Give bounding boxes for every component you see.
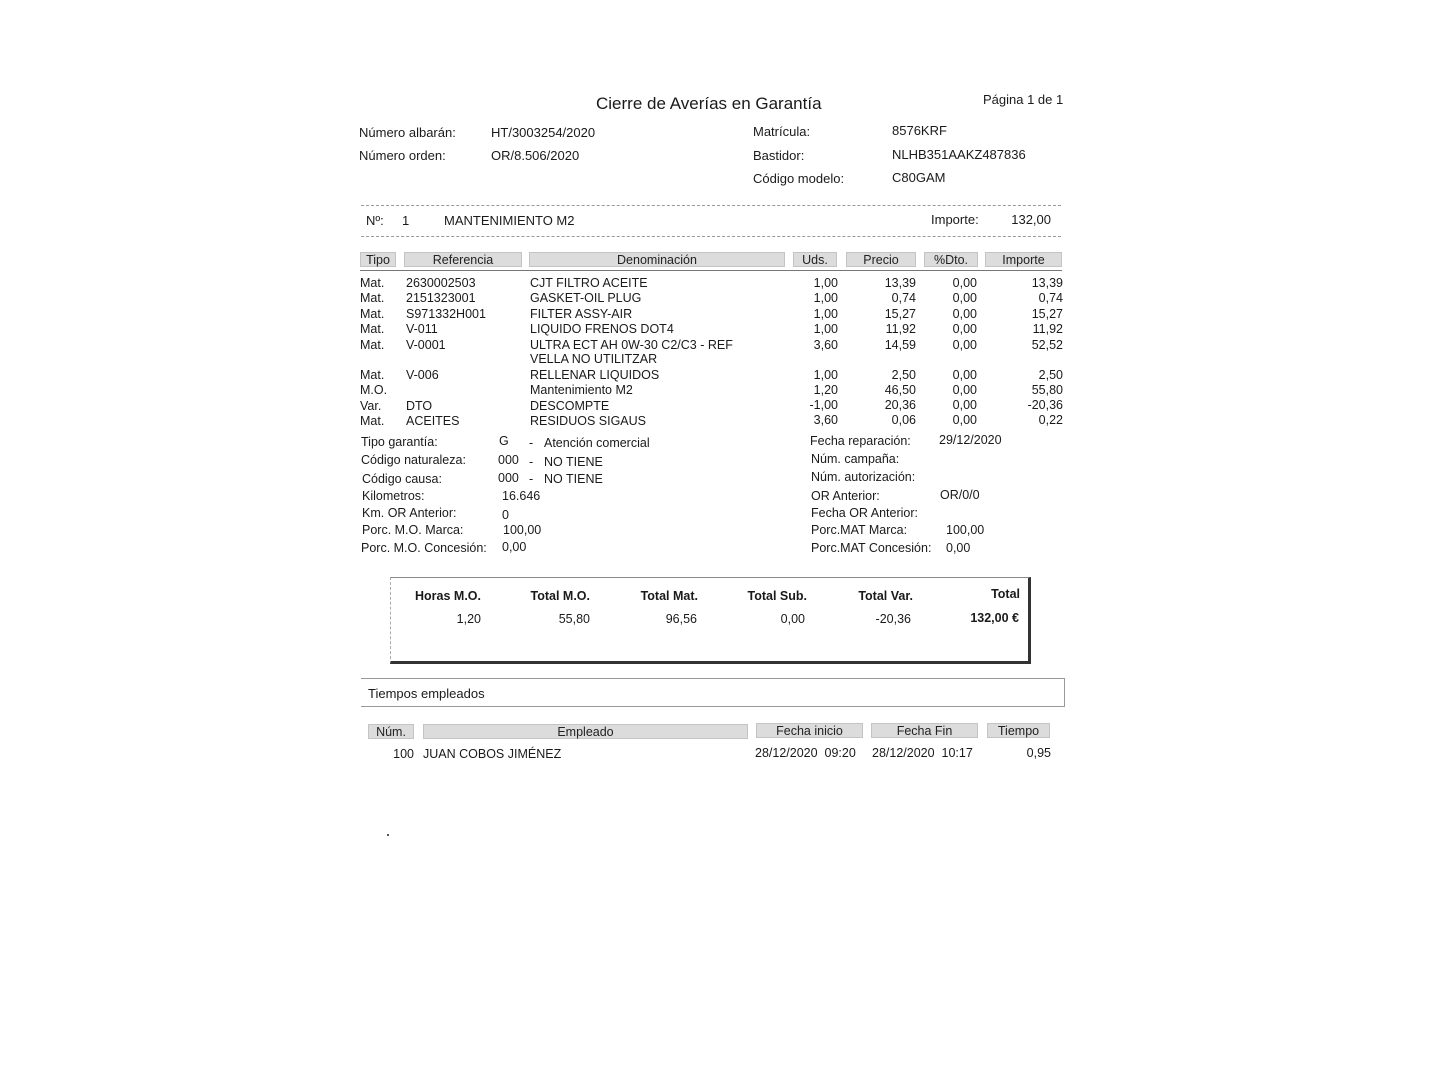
totals-header-var: Total Var. <box>858 589 913 603</box>
table-cell-tipo: Mat. <box>360 338 385 352</box>
page-info: Página 1 de 1 <box>983 92 1064 107</box>
totals-header-mat: Total Mat. <box>640 589 698 603</box>
table-cell-uds: 1,00 <box>813 322 838 336</box>
tiempo-cell-empleado: JUAN COBOS JIMÉNEZ <box>423 747 562 761</box>
divider-operation <box>361 236 1061 237</box>
table-cell-precio: 0,06 <box>891 413 916 427</box>
tipo-garantia-code: G <box>499 434 509 448</box>
table-cell-tipo: Mat. <box>360 414 385 428</box>
table-cell-den: CJT FILTRO ACEITE <box>530 276 648 290</box>
fecha-reparacion-value: 29/12/2020 <box>939 433 1002 447</box>
table-cell-ref: DTO <box>406 399 433 413</box>
table-cell-ref: 2630002503 <box>406 276 476 290</box>
table-cell-importe: 0,22 <box>1038 413 1063 427</box>
table-cell-precio: 0,74 <box>891 291 916 305</box>
table-cell-precio: 14,59 <box>884 338 916 352</box>
table-cell-den: LIQUIDO FRENOS DOT4 <box>530 322 674 336</box>
modelo-label: Código modelo: <box>753 171 845 186</box>
matricula-value: 8576KRF <box>892 123 947 138</box>
km-or-value: 0 <box>502 508 509 522</box>
porc-mo-marca-value: 100,00 <box>503 523 542 537</box>
col-header-denominacion: Denominación <box>529 252 785 267</box>
or-anterior-label: OR Anterior: <box>811 489 880 503</box>
table-cell-uds: 1,00 <box>813 276 838 290</box>
totals-value-var: -20,36 <box>875 612 911 626</box>
table-cell-uds: 1,20 <box>813 383 838 397</box>
table-cell-importe: 13,39 <box>1031 276 1063 290</box>
table-cell-ref: V-006 <box>406 368 439 382</box>
table-cell-ref: ACEITES <box>406 414 460 428</box>
table-cell-dto: 0,00 <box>952 322 977 336</box>
table-cell-uds: -1,00 <box>809 398 838 412</box>
table-cell-tipo: Mat. <box>360 291 385 305</box>
operation-name: MANTENIMIENTO M2 <box>444 213 575 228</box>
operation-num-value: 1 <box>402 213 410 228</box>
table-cell-importe: 0,74 <box>1038 291 1063 305</box>
col-header-fecha-fin: Fecha Fin <box>871 723 978 738</box>
table-cell-den: GASKET-OIL PLUG <box>530 291 642 305</box>
table-cell-dto: 0,00 <box>952 398 977 412</box>
table-cell-precio: 46,50 <box>884 383 916 397</box>
table-cell-tipo: Var. <box>360 399 382 413</box>
porc-mat-conc-label: Porc.MAT Concesión: <box>811 541 932 555</box>
table-cell-den-cont: VELLA NO UTILITZAR <box>530 352 658 366</box>
col-header-empleado: Empleado <box>423 724 748 739</box>
table-cell-den: RELLENAR LIQUIDOS <box>530 368 660 382</box>
naturaleza-sep: - <box>529 455 534 469</box>
table-cell-ref: V-0001 <box>406 338 446 352</box>
col-header-tiempo: Tiempo <box>987 723 1050 738</box>
table-cell-importe: 55,80 <box>1031 383 1063 397</box>
table-cell-uds: 1,00 <box>813 307 838 321</box>
table-cell-dto: 0,00 <box>952 307 977 321</box>
fecha-reparacion-label: Fecha reparación: <box>810 434 911 448</box>
table-cell-precio: 15,27 <box>884 307 916 321</box>
km-label: Kilometros: <box>362 489 425 503</box>
albaran-value: HT/3003254/2020 <box>491 125 596 140</box>
orden-value: OR/8.506/2020 <box>491 148 580 163</box>
totals-header-horas: Horas M.O. <box>415 589 481 603</box>
or-anterior-value: OR/0/0 <box>940 488 980 502</box>
bastidor-label: Bastidor: <box>753 148 805 163</box>
table-cell-den: DESCOMPTE <box>530 399 610 413</box>
table-cell-uds: 1,00 <box>813 291 838 305</box>
totals-value-mat: 96,56 <box>665 612 697 626</box>
totals-header-total: Total <box>991 587 1020 601</box>
col-header-referencia: Referencia <box>404 252 522 267</box>
tiempo-cell-fecha-fin: 28/12/2020 10:17 <box>872 746 973 760</box>
col-header-num: Núm. <box>368 724 414 739</box>
tiempo-cell-tiempo: 0,95 <box>1026 746 1051 760</box>
table-cell-den: Mantenimiento M2 <box>530 383 633 397</box>
porc-mat-conc-value: 0,00 <box>946 541 971 555</box>
table-cell-importe: 52,52 <box>1031 338 1063 352</box>
totals-value-horas: 1,20 <box>456 612 481 626</box>
porc-mat-marca-value: 100,00 <box>946 523 985 537</box>
causa-sep: - <box>529 472 534 486</box>
col-header-fecha-inicio: Fecha inicio <box>756 723 863 738</box>
totals-value-total: 132,00 € <box>970 611 1019 625</box>
col-header-tipo: Tipo <box>360 252 396 267</box>
table-cell-precio: 2,50 <box>891 368 916 382</box>
tiempo-cell-num: 100 <box>393 747 414 761</box>
table-cell-uds: 3,60 <box>813 338 838 352</box>
operation-num-label: Nº: <box>366 213 384 228</box>
table-cell-tipo: Mat. <box>360 307 385 321</box>
table-cell-precio: 20,36 <box>884 398 916 412</box>
porc-mo-conc-label: Porc. M.O. Concesión: <box>361 541 487 555</box>
table-cell-dto: 0,00 <box>952 383 977 397</box>
modelo-value: C80GAM <box>892 170 946 185</box>
naturaleza-code: 000 <box>498 453 519 467</box>
totals-header-mo: Total M.O. <box>530 589 590 603</box>
table-cell-importe: -20,36 <box>1027 398 1063 412</box>
table-cell-precio: 13,39 <box>884 276 916 290</box>
table-cell-dto: 0,00 <box>952 338 977 352</box>
naturaleza-label: Código naturaleza: <box>361 453 466 467</box>
table-cell-dto: 0,00 <box>952 276 977 290</box>
scan-speck <box>387 834 389 836</box>
table-cell-den: RESIDUOS SIGAUS <box>530 414 646 428</box>
col-header-precio: Precio <box>846 252 916 267</box>
autorizacion-label: Núm. autorización: <box>811 470 916 484</box>
bastidor-value: NLHB351AAKZ487836 <box>892 147 1026 162</box>
table-cell-uds: 1,00 <box>813 368 838 382</box>
campana-label: Núm. campaña: <box>811 452 900 466</box>
document-title: Cierre de Averías en Garantía <box>596 94 822 113</box>
tiempos-section-title: Tiempos empleados <box>368 686 485 701</box>
table-cell-ref: S971332H001 <box>406 307 486 321</box>
naturaleza-desc: NO TIENE <box>544 455 603 469</box>
totals-header-sub: Total Sub. <box>747 589 807 603</box>
fecha-or-anterior-label: Fecha OR Anterior: <box>811 506 918 520</box>
porc-mo-conc-value: 0,00 <box>502 540 527 554</box>
table-cell-ref: V-011 <box>406 322 438 336</box>
table-cell-den: FILTER ASSY-AIR <box>530 307 633 321</box>
col-header-importe: Importe <box>985 252 1062 267</box>
causa-code: 000 <box>498 471 519 485</box>
tiempo-cell-fecha-inicio: 28/12/2020 09:20 <box>755 746 856 760</box>
table-cell-dto: 0,00 <box>952 368 977 382</box>
table-cell-precio: 11,92 <box>885 322 916 336</box>
km-value: 16.646 <box>502 489 541 503</box>
totals-value-sub: 0,00 <box>780 612 805 626</box>
causa-label: Código causa: <box>362 472 442 486</box>
tipo-garantia-desc: Atención comercial <box>544 436 650 450</box>
col-header-dto: %Dto. <box>924 252 978 267</box>
table-cell-dto: 0,00 <box>952 291 977 305</box>
totals-value-mo: 55,80 <box>558 612 590 626</box>
table-cell-importe: 2,50 <box>1038 368 1063 382</box>
table-cell-den: ULTRA ECT AH 0W-30 C2/C3 - REF <box>530 338 733 352</box>
divider-top <box>361 205 1061 206</box>
causa-desc: NO TIENE <box>544 472 603 486</box>
porc-mat-marca-label: Porc.MAT Marca: <box>811 523 908 537</box>
porc-mo-marca-label: Porc. M.O. Marca: <box>362 523 464 537</box>
table-header-rule <box>360 270 1062 271</box>
table-cell-uds: 3,60 <box>813 413 838 427</box>
matricula-label: Matrícula: <box>753 124 811 139</box>
table-cell-tipo: M.O. <box>360 383 388 397</box>
col-header-uds: Uds. <box>793 252 837 267</box>
table-cell-ref: 2151323001 <box>406 291 476 305</box>
table-cell-tipo: Mat. <box>360 322 385 336</box>
km-or-label: Km. OR Anterior: <box>362 506 457 520</box>
tipo-garantia-sep: - <box>529 436 534 450</box>
table-cell-dto: 0,00 <box>952 413 977 427</box>
orden-label: Número orden: <box>359 148 446 163</box>
tipo-garantia-label: Tipo garantía: <box>361 435 438 449</box>
table-cell-tipo: Mat. <box>360 276 385 290</box>
operation-importe-label: Importe: <box>931 212 979 227</box>
table-cell-importe: 11,92 <box>1032 322 1063 336</box>
table-cell-importe: 15,27 <box>1031 307 1063 321</box>
operation-importe-value: 132,00 <box>1011 212 1051 227</box>
table-cell-tipo: Mat. <box>360 368 385 382</box>
albaran-label: Número albarán: <box>359 125 456 140</box>
